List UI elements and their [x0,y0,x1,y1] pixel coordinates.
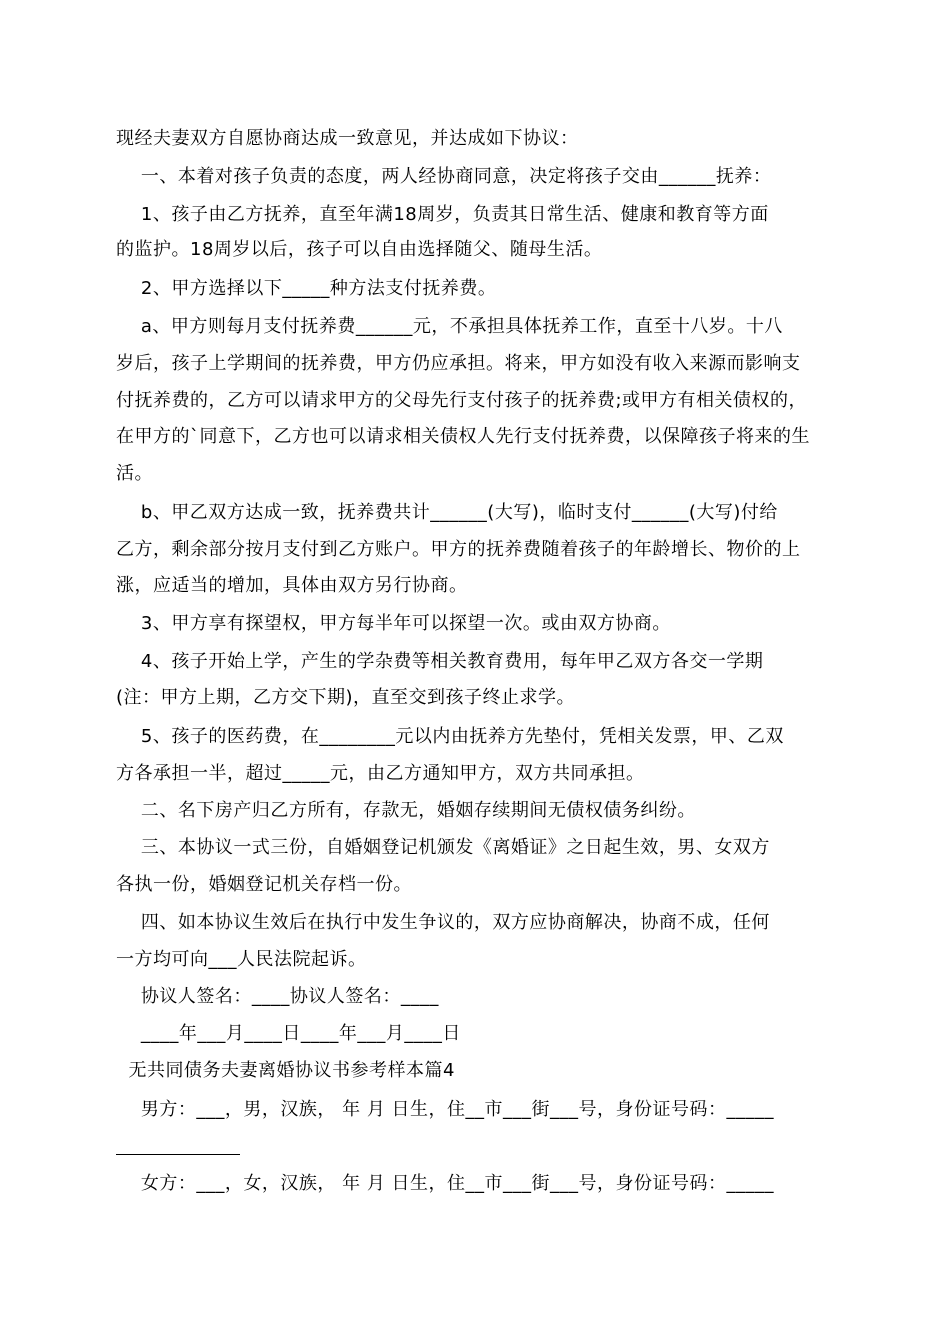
body-line: 三、本协议一式三份，自婚姻登记机颁发《离婚证》之日起生效，男、女双方 [116,837,770,858]
id-number-blank-continuation [116,1154,240,1155]
party-female-line: 女方：___，女，汉族， 年 月 日生，住__市___街___号，身份证号码：_____ [116,1173,775,1194]
date-line: ____年___月____日____年___月____日 [116,1023,461,1044]
body-line: 二、名下房产归乙方所有，存款无，婚姻存续期间无债权债务纠纷。 [116,800,696,821]
body-line: 方各承担一半，超过_____元，由乙方通知甲方，双方共同承担。 [116,763,645,784]
body-line: 4、孩子开始上学，产生的学杂费等相关教育费用，每年甲乙双方各交一学期 [116,651,764,672]
body-line: 5、孩子的医药费，在________元以内由抚养方先垫付，凭相关发票，甲、乙双 [116,726,784,747]
body-line: 在甲方的`同意下，乙方也可以请求相关债权人先行支付抚养费，以保障孩子将来的生 [116,426,810,447]
party-male-line: 男方：___，男，汉族， 年 月 日生，住__市___街___号，身份证号码：_____ [116,1099,775,1120]
body-line: 一、本着对孩子负责的态度，两人经协商同意，决定将孩子交由______抚养： [116,166,772,187]
body-line: 2、甲方选择以下_____种方法支付抚养费。 [116,278,497,299]
body-line: 付抚养费的，乙方可以请求甲方的父母先行支付孩子的抚养费;或甲方有相关债权的， [116,390,808,411]
body-line: 岁后，孩子上学期间的抚养费，甲方仍应承担。将来，甲方如没有收入来源而影响支 [116,353,801,374]
body-line: 涨，应适当的增加，具体由双方另行协商。 [116,575,468,596]
body-line: 活。 [116,463,153,484]
body-line: 乙方，剩余部分按月支付到乙方账户。甲方的抚养费随着孩子的年龄增长、物价的上 [116,539,801,560]
body-line: 的监护。18周岁以后，孩子可以自由选择随父、随母生活。 [116,239,603,260]
section-heading: 无共同债务夫妻离婚协议书参考样本篇4 [116,1060,455,1081]
body-line: (注：甲方上期，乙方交下期)，直至交到孩子终止求学。 [116,687,576,708]
body-line: 3、甲方享有探望权，甲方每半年可以探望一次。或由双方协商。 [116,613,671,634]
signature-line: 协议人签名：____协议人签名：____ [116,986,439,1007]
body-line: 各执一份，婚姻登记机关存档一份。 [116,874,412,895]
body-line: 1、孩子由乙方抚养，直至年满18周岁，负责其日常生活、健康和教育等方面 [116,204,769,225]
body-line: 四、如本协议生效后在执行中发生争议的，双方应协商解决，协商不成，任何 [116,912,770,933]
body-line: 现经夫妻双方自愿协商达成一致意见，并达成如下协议： [116,128,579,149]
body-line: a、甲方则每月支付抚养费______元，不承担具体抚养工作，直至十八岁。十八 [116,316,783,337]
body-line: b、甲乙双方达成一致，抚养费共计______(大写)，临时支付______(大写)付给 [116,502,778,523]
body-line: 一方均可向___人民法院起诉。 [116,949,367,970]
